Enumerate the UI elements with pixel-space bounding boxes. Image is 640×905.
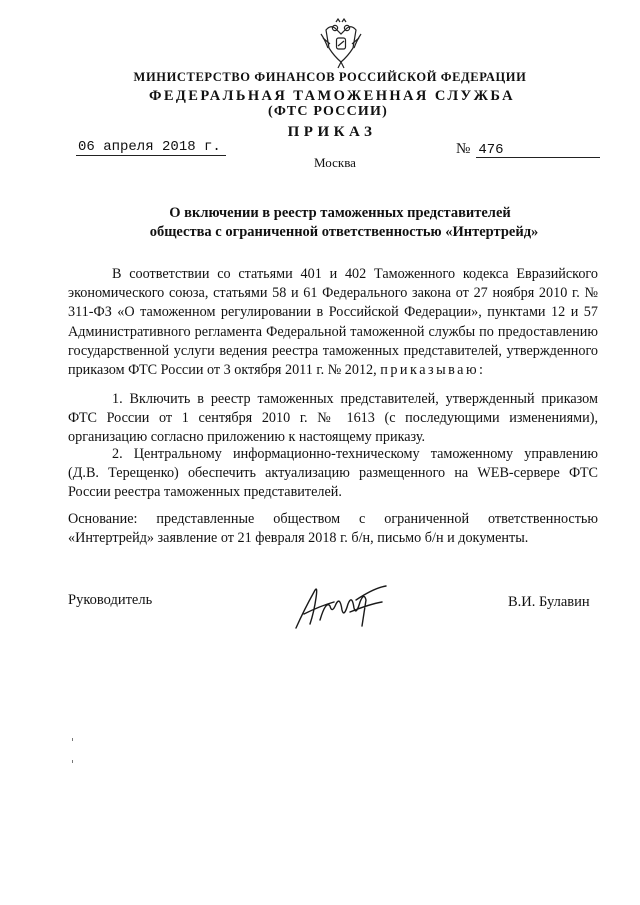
number-label: № bbox=[456, 141, 471, 157]
order-date: 06 апреля 2018 г. bbox=[78, 139, 221, 155]
order-word: приказываю: bbox=[380, 362, 486, 379]
signer-role: Руководитель bbox=[68, 592, 153, 608]
scan-speck bbox=[72, 738, 73, 741]
handwritten-signature-icon bbox=[290, 580, 390, 635]
document-type: ПРИКАЗ bbox=[287, 124, 377, 140]
service-short-name: (ФТС РОССИИ) bbox=[268, 104, 388, 119]
scan-speck bbox=[72, 760, 73, 763]
city: Москва bbox=[314, 155, 356, 170]
basis-paragraph: Основание: представленные обществом с ограниченной ответственностью «Интертрейд» заявление от 21 февраля 2018 г. б/н, письмо б/н и документы. bbox=[68, 511, 598, 547]
signer-name: В.И. Булавин bbox=[508, 594, 590, 610]
ministry-name: МИНИСТЕРСТВО ФИНАНСОВ РОССИЙСКОЙ ФЕДЕРАЦИИ bbox=[133, 70, 527, 84]
subject-line-2: общества с ограниченной ответственностью «Интертрейд» bbox=[149, 224, 539, 240]
number-value: 476 bbox=[478, 142, 504, 158]
item-2-paragraph: 2. Центральному информационно-техническому таможенному управлению (Д.В. Терещенко) обеспечить актуализацию размещенного на WEB-сервере ФТС России реестра таможенных представителей. bbox=[68, 446, 598, 501]
coat-of-arms-emblem-icon bbox=[318, 18, 364, 70]
preamble-text: В соответствии со статьями 401 и 402 Таможенного кодекса Евразийского экономического союза, статьями 58 и 61 Федерального закона от 27 ноября 2010 г. № 311-ФЗ «О таможенном регулировании в Российской Федерации», пунктами 12 и 57 Административного регламента Федеральной таможенной службы по предоставлению государственной услуги ведения реестра таможенных представителей, утвержденного приказом ФТС России от 3 октября 2011 г. № 2012, bbox=[68, 266, 598, 379]
preamble-paragraph bbox=[68, 265, 598, 380]
item-1-paragraph: 1. Включить в реестр таможенных представителей, утвержденный приказом ФТС России от 1 сентября 2010 г. № 1613 (с последующими изменениями), организацию согласно приложению к настоящему приказу. bbox=[68, 391, 598, 446]
subject-line-1: О включении в реестр таможенных представителей bbox=[169, 205, 511, 221]
service-name: ФЕДЕРАЛЬНАЯ ТАМОЖЕННАЯ СЛУЖБА bbox=[148, 88, 515, 104]
